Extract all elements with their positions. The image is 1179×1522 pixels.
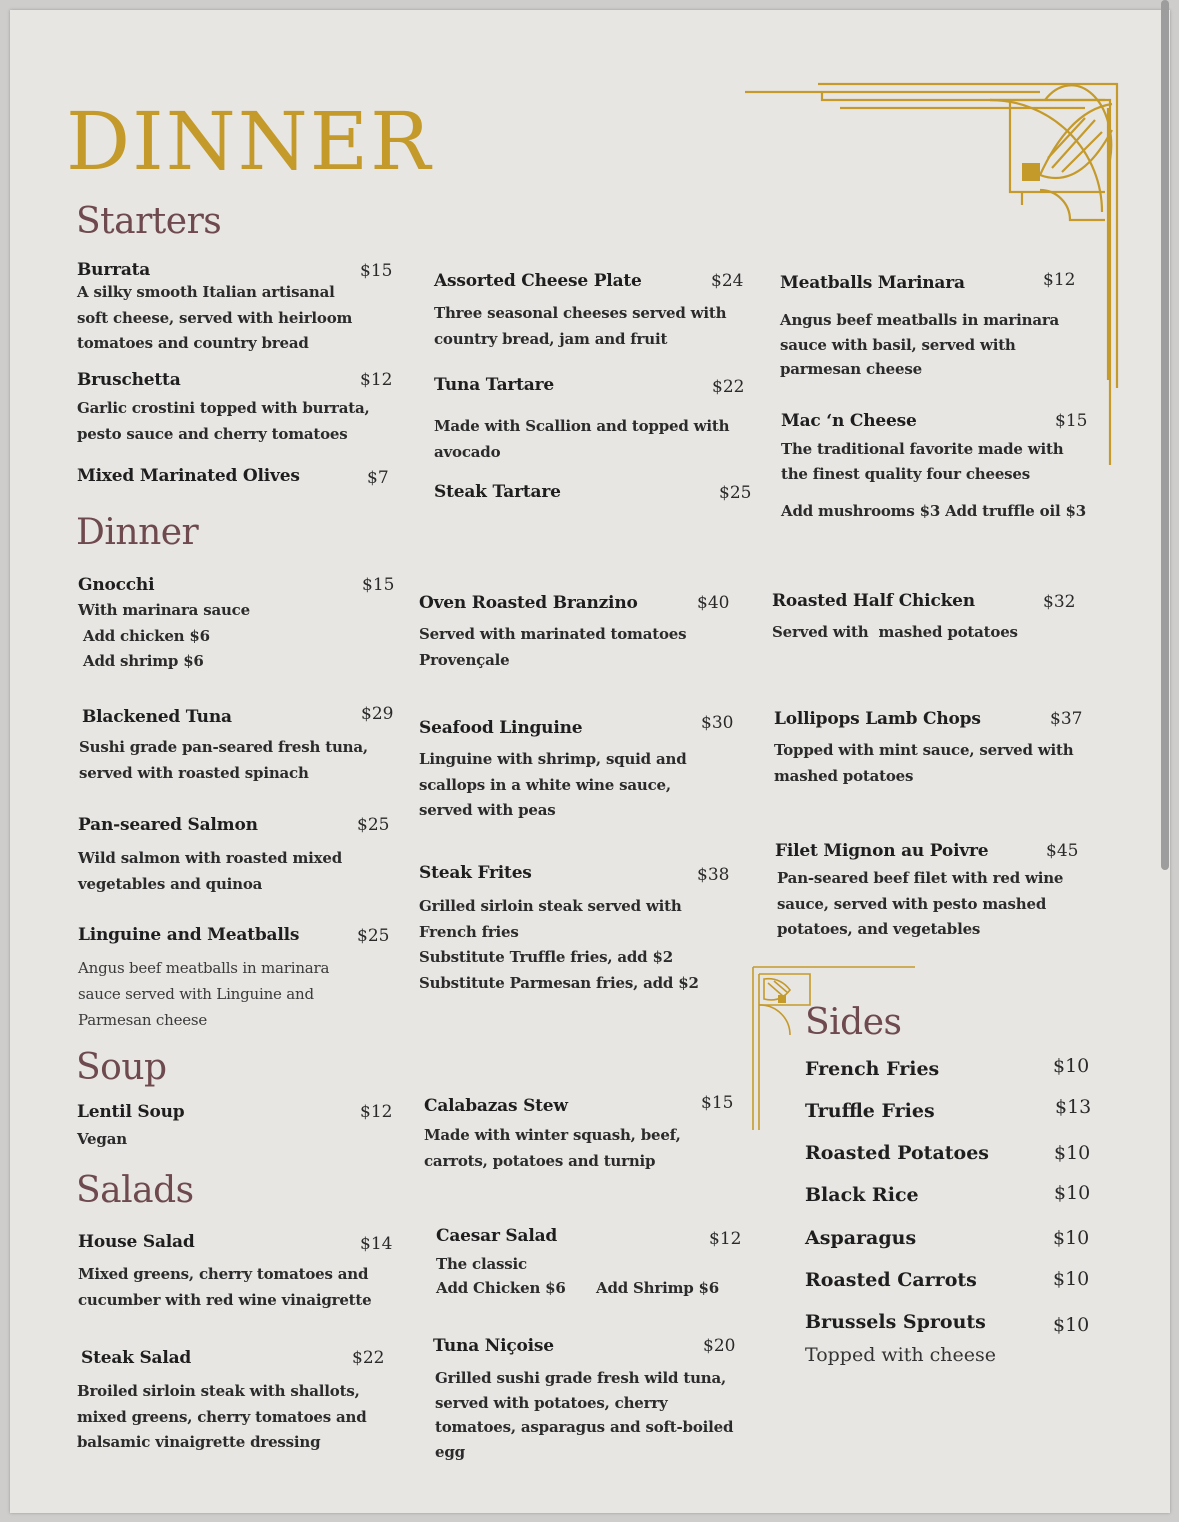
item-price: $14 [360,1234,393,1254]
section-sides: Sides [805,1002,902,1043]
side-price: $10 [1053,1227,1090,1249]
side-price: $10 [1053,1268,1090,1290]
item-description: Linguine with shrimp, squid and scallops in a white wine sauce, served with peas [419,750,687,819]
item-price: $45 [1046,841,1079,861]
item-name: Lentil Soup [77,1102,185,1122]
item-name: Calabazas Stew [424,1096,568,1116]
side-name: Asparagus [805,1227,917,1249]
side-name: Roasted Carrots [805,1269,977,1291]
item-name: Blackened Tuna [82,707,232,727]
item-description: With marinara sauce Add chicken $6 Add shrimp $6 [78,601,250,670]
item-name: Lollipops Lamb Chops [774,709,981,729]
item-description: Vegan [77,1130,127,1148]
item-name: Mac ‘n Cheese [781,411,917,431]
item-addon: Add Shrimp $6 [596,1279,720,1297]
side-price: $10 [1054,1142,1091,1164]
item-price: $24 [711,271,744,291]
item-description: Served with mashed potatoes [772,623,1018,641]
item-description: Pan-seared beef filet with red wine sauce, served with pesto mashed potatoes, and vegetables [777,869,1064,938]
side-price: $10 [1053,1314,1090,1336]
item-price: $25 [357,926,390,946]
item-price: $32 [1043,592,1076,612]
item-description: Three seasonal cheeses served with country bread, jam and fruit [434,304,727,348]
item-price: $30 [701,713,734,733]
side-price: $10 [1054,1182,1091,1204]
side-price: $10 [1053,1055,1090,1077]
item-price: $29 [361,704,394,724]
item-price: $12 [360,370,393,390]
item-name: Linguine and Meatballs [78,925,300,945]
item-description: Mixed greens, cherry tomatoes and cucumber with red wine vinaigrette [78,1265,372,1309]
section-starters: Starters [76,201,222,242]
vertical-scrollbar[interactable] [1161,0,1169,870]
menu-page [10,10,1170,1513]
item-price: $15 [1055,411,1088,431]
item-description: Made with Scallion and topped with avocado [434,417,730,461]
item-name: Steak Frites [419,863,532,883]
item-description: The classic [436,1255,527,1273]
item-description: Grilled sushi grade fresh wild tuna, served with potatoes, cherry tomatoes, asparagus and soft-boiled egg [435,1369,734,1461]
item-name: Gnocchi [78,575,155,595]
item-price: $12 [360,1102,393,1122]
item-price: $12 [1043,270,1076,290]
item-price: $22 [712,377,745,397]
item-price: $40 [697,593,730,613]
item-price: $25 [719,483,752,503]
section-dinner: Dinner [76,512,199,553]
item-description: Wild salmon with roasted mixed vegetables and quinoa [78,849,343,893]
item-name: Filet Mignon au Poivre [775,841,989,861]
item-name: Meatballs Marinara [780,273,965,293]
item-description: The traditional favorite made with the finest quality four cheeses [781,440,1064,483]
item-price: $15 [362,575,395,595]
item-addon: Add Chicken $6 [436,1279,566,1297]
item-name: Pan-seared Salmon [78,815,258,835]
item-description: Made with winter squash, beef, carrots, potatoes and turnip [424,1126,681,1170]
item-name: Mixed Marinated Olives [77,466,300,486]
item-description: A silky smooth Italian artisanal soft cheese, served with heirloom tomatoes and country bread [77,283,353,352]
item-price: $37 [1050,709,1083,729]
side-name: French Fries [805,1058,940,1080]
item-description: Sushi grade pan-seared fresh tuna, served with roasted spinach [79,738,368,782]
item-price: $15 [360,261,393,281]
item-price: $38 [697,865,730,885]
item-price: $7 [367,468,389,488]
item-addon: Add mushrooms $3 Add truffle oil $3 [781,502,1086,520]
side-name: Brussels Sprouts [805,1311,986,1333]
item-name: Burrata [77,260,151,280]
item-name: Steak Salad [81,1348,192,1368]
menu-title: DINNER [66,95,433,188]
item-name: Caesar Salad [436,1226,558,1246]
item-name: Seafood Linguine [419,718,583,738]
section-salads: Salads [76,1170,194,1211]
side-price: $13 [1055,1096,1092,1118]
item-description: Topped with mint sauce, served with mashed potatoes [774,741,1074,785]
side-name: Roasted Potatoes [805,1142,990,1164]
item-price: $20 [703,1336,736,1356]
item-name: Assorted Cheese Plate [434,271,642,291]
side-name: Truffle Fries [805,1100,935,1122]
item-name: Steak Tartare [434,482,561,502]
item-price: $22 [352,1348,385,1368]
item-description: Grilled sirloin steak served with French fries Substitute Truffle fries, add $2 Substitute Parmesan fries, add $2 [419,897,699,992]
item-description: Served with marinated tomatoes Provençale [419,625,687,669]
item-price: $25 [357,815,390,835]
item-name: House Salad [78,1232,195,1252]
item-description: Garlic crostini topped with burrata, pesto sauce and cherry tomatoes [77,399,370,443]
item-name: Tuna Niçoise [433,1336,554,1356]
item-name: Bruschetta [77,370,181,390]
item-name: Tuna Tartare [434,375,554,395]
item-description: Angus beef meatballs in marinara sauce served with Linguine and Parmesan cheese [78,959,330,1029]
item-name: Oven Roasted Branzino [419,593,638,613]
section-soup: Soup [76,1047,167,1088]
item-description: Broiled sirloin steak with shallots, mixed greens, cherry tomatoes and balsamic vinaigrette dressing [77,1382,367,1451]
item-description: Angus beef meatballs in marinara sauce with basil, served with parmesan cheese [780,311,1060,378]
side-name: Black Rice [805,1184,919,1206]
item-price: $15 [701,1093,734,1113]
item-name: Roasted Half Chicken [772,591,975,611]
side-note: Topped with cheese [805,1344,997,1366]
item-price: $12 [709,1229,742,1249]
